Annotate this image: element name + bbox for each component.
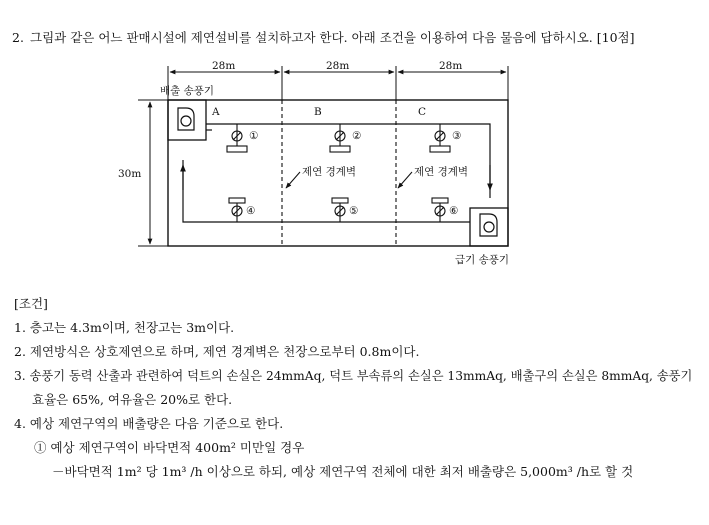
damper-label-5: ⑤: [349, 205, 359, 217]
left-dimension: [138, 100, 168, 246]
condition-3: 3. 송풍기 동력 산출과 관련하여 덕트의 손실은 24mmAq, 덕트 부속류의 손실은 13mmAq, 배출구의 손실은 8mmAq, 송풍기: [14, 369, 693, 383]
dim-top-2: 28m: [326, 60, 350, 72]
condition-3-cont: 효율은 65%, 여유율은 20%로 한다.: [32, 392, 233, 407]
question-text: 그림과 같은 어느 판매시설에 제연설비를 설치하고자 한다. 아래 조건을 이용하여 다음 물음에 답하시오. [10점]: [30, 30, 635, 45]
damper-label-1: ①: [249, 130, 259, 142]
damper-label-3: ③: [452, 130, 462, 142]
damper-label-6: ⑥: [449, 205, 459, 217]
damper-label-4: ④: [246, 205, 256, 217]
zone-b-label: B: [314, 106, 322, 118]
damper-6: [432, 198, 448, 222]
condition-1: 1. 층고는 4.3m이며, 천장고는 3m이다.: [14, 320, 235, 335]
barrier-leader-2: [398, 172, 412, 188]
condition-2: 2. 제연방식은 상호제연으로 하며, 제연 경계벽은 천장으로부터 0.8m이다.: [14, 344, 420, 359]
zone-a-label: A: [212, 106, 220, 118]
smoke-wall-label-2: 제연 경계벽: [414, 166, 469, 178]
damper-2: [330, 124, 350, 152]
condition-4-detail: －바닥면적 1m² 당 1m³ /h 이상으로 하되, 예상 제연구역 전체에 대한 최저 배출량은 5,000m³ /h로 할 것: [52, 464, 634, 479]
conditions-header: [조건]: [14, 296, 48, 311]
barrier-leader-1: [286, 172, 300, 188]
exhaust-fan-label: 배출 송풍기: [160, 85, 215, 97]
dim-top-3: 28m: [439, 60, 463, 72]
condition-4: 4. 예상 제연구역의 배출량은 다음 기준으로 한다.: [14, 416, 284, 431]
dim-top-1: 28m: [212, 60, 236, 72]
supply-fan-icon: [480, 214, 497, 236]
smoke-wall-label-1: 제연 경계벽: [302, 166, 357, 178]
exhaust-fan-room: [168, 100, 206, 140]
exhaust-fan-icon: [178, 108, 194, 130]
condition-4-sub: ① 예상 제연구역이 바닥면적 400m² 미만일 경우: [34, 440, 305, 455]
damper-5: [332, 198, 348, 222]
zone-c-label: C: [418, 106, 427, 118]
damper-1: [227, 124, 247, 152]
damper-3: [430, 124, 450, 152]
question-number: 2.: [12, 30, 24, 45]
damper-4: [229, 198, 245, 222]
damper-label-2: ②: [352, 130, 362, 142]
dim-left: 30m: [118, 168, 142, 180]
supply-fan-label: 급기 송풍기: [455, 254, 510, 266]
